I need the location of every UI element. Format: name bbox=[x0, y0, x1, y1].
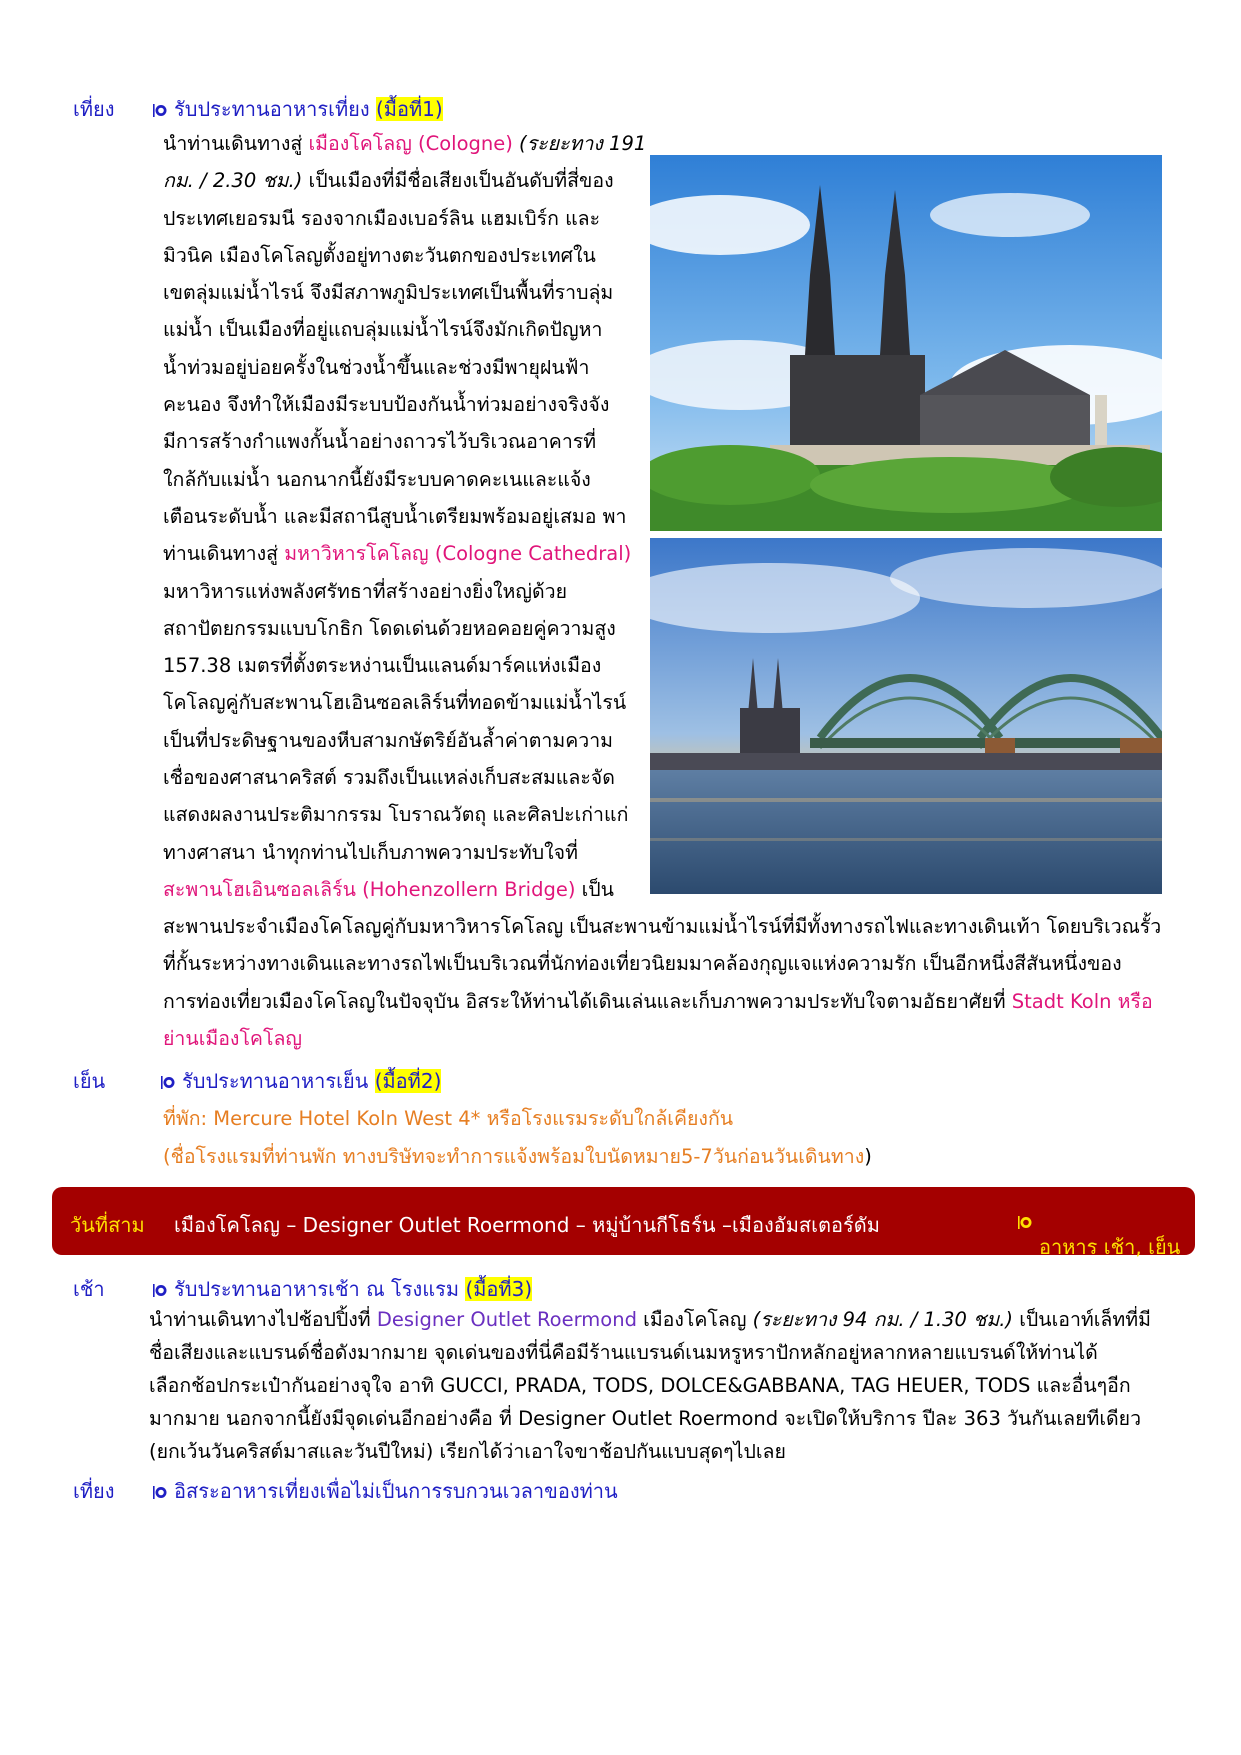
day-meals-text: อาหาร เช้า, เย็น bbox=[1039, 1235, 1181, 1259]
meal-number-badge: (มื้อที่2) bbox=[374, 1069, 442, 1093]
cologne-cathedral-photo bbox=[650, 155, 1162, 531]
cathedral-link[interactable]: มหาวิหารโคโลญ (Cologne Cathedral) bbox=[284, 542, 632, 566]
text-line: ที่กั้นระหว่างทางเดินและทางรถไฟเป็นบริเวณที่นักท่องเที่ยวนิยมมาคล้องกุญแจแห่งความรัก เป็นอีกหนึ่งสีสันหนึ่งของ bbox=[163, 952, 1122, 976]
breakfast-heading bbox=[152, 1273, 532, 1305]
text-line: (ยกเว้นวันคริสต์มาสและวันปีใหม่) เรียกได้ว่าเอาใจขาช้อปกันแบบสุดๆไปเลย bbox=[149, 1440, 786, 1463]
plate-cutlery-icon bbox=[160, 1074, 176, 1090]
text-line: แสดงผลงานประติมากรรม โบราณวัตถุ และศิลปะเก่าแก่ bbox=[163, 803, 629, 827]
text-line: แม่น้ำ เป็นเมืองที่อยู่แถบลุ่มแม่น้ำไรน์จึงมักเกิดปัญหา bbox=[163, 318, 603, 342]
hotel-name: ที่พัก: Mercure Hotel Koln West 4* หรือโรงแรมระดับใกล้เคียงกัน bbox=[163, 1107, 734, 1130]
meal-number-badge: (มื้อที่3) bbox=[465, 1277, 533, 1301]
meal-number-badge: (มื้อที่1) bbox=[375, 97, 443, 121]
text-line: ใกล้กับแม่น้ำ นอกนากนี้ยังมีระบบคาดคะเนและแจ้ง bbox=[163, 467, 591, 491]
plate-cutlery-icon bbox=[152, 1484, 168, 1500]
text-line: โคโลญคู่กับสะพานโฮเอินซอลเลิร์นที่ทอดข้ามแม่น้ำไรน์ bbox=[163, 691, 627, 715]
hotel-note-text: (ชื่อโรงแรมที่ท่านพัก ทางบริษัทจะทำการแจ้งพร้อมใบนัดหมาย5-7วันก่อนวันเดินทาง bbox=[163, 1145, 865, 1168]
stadt-koln-link[interactable]: Stadt Koln หรือ bbox=[1011, 989, 1153, 1013]
text-line: เตือนระดับน้ำ และมีสถานีสูบน้ำเตรียมพร้อมอยู่เสมอ พา bbox=[163, 504, 627, 528]
free-lunch-text: อิสระอาหารเที่ยงเพื่อไม่เป็นการรบกวนเวลาของท่าน bbox=[174, 1479, 618, 1503]
distance: (ระยะทาง 94 กม. / 1.30 ชม.) bbox=[752, 1308, 1013, 1331]
day-meals bbox=[1017, 1209, 1181, 1259]
text: เป็นเอาท์เล็ทที่มี bbox=[1013, 1308, 1151, 1331]
text-line: สะพานประจำเมืองโคโลญคู่กับมหาวิหารโคโลญ เป็นสะพานข้ามแม่น้ำไรน์ที่มีทั้งทางรถไฟและทางเดินเท้า โดยบริเวณรั้ว bbox=[163, 915, 1162, 938]
dinner-text: รับประทานอาหารเย็น bbox=[182, 1069, 375, 1093]
day-route: เมืองโคโลญ – Designer Outlet Roermond – หมู่บ้านกีโธร์น –เมืองอัมสเตอร์ดัม bbox=[174, 1213, 880, 1237]
text: เมืองโคโลญ bbox=[636, 1308, 753, 1331]
text-line: น้ำท่วมอยู่บ่อยครั้งในช่วงน้ำขึ้นและช่วงมีพายุฝนฟ้า bbox=[163, 355, 590, 379]
meal-time-label: เช้า bbox=[73, 1277, 105, 1301]
text: เป็นเมืองที่มีชื่อเสียงเป็นอันดับที่สี่ของ bbox=[302, 169, 614, 193]
old-town-link[interactable]: ย่านเมืองโคโลญ bbox=[163, 1026, 303, 1050]
cologne-description-continued bbox=[163, 908, 1163, 1057]
text-line: คะนอง จึงทำให้เมืองมีระบบป้องกันน้ำท่วมอย่างจริงจัง bbox=[163, 393, 610, 417]
breakfast-text: รับประทานอาหารเช้า ณ โรงแรม bbox=[174, 1277, 466, 1301]
text-line: มิวนิค เมืองโคโลญตั้งอยู่ทางตะวันตกของประเทศใน bbox=[163, 243, 596, 267]
hotel-note bbox=[163, 1141, 872, 1172]
text-line: ประเทศเยอรมนี รองจากเมืองเบอร์ลิน แฮมเบิร์ก และ bbox=[163, 206, 601, 230]
bridge-illustration bbox=[650, 538, 1162, 894]
plate-cutlery-icon bbox=[152, 1282, 168, 1298]
outlet-link[interactable]: Designer Outlet Roermond bbox=[376, 1308, 637, 1331]
text-line: เลือกช้อปกระเป๋ากันอย่างจุใจ อาทิ GUCCI, PRADA, TODS, DOLCE&GABBANA, TAG HEUER, TODS และอื่นๆอีก bbox=[149, 1374, 1131, 1397]
text-line: เป็นที่ประดิษฐานของหีบสามกษัตริย์อันล้ำค่าตามความ bbox=[163, 728, 614, 752]
distance: (ระยะทาง 191 bbox=[512, 132, 647, 155]
text: นำท่านเดินทางไปช้อปปิ้งที่ bbox=[149, 1308, 377, 1331]
hohenzollern-bridge-photo bbox=[650, 538, 1162, 894]
plate-cutlery-icon bbox=[152, 102, 168, 118]
text: นำท่านเดินทางสู่ bbox=[163, 132, 309, 155]
cologne-description bbox=[163, 125, 647, 908]
text-line: เชื่อของศาสนาคริสต์ รวมถึงเป็นแหล่งเก็บสะสมและจัด bbox=[163, 766, 615, 790]
meal-time-label: เที่ยง bbox=[73, 97, 115, 121]
distance: กม. / 2.30 ชม.) bbox=[163, 169, 303, 193]
dinner-heading bbox=[160, 1065, 441, 1097]
cologne-link[interactable]: เมืองโคโลญ (Cologne) bbox=[308, 132, 513, 155]
text: ท่านเดินทางสู่ bbox=[163, 542, 285, 566]
day-label: วันที่สาม bbox=[70, 1213, 145, 1237]
lunch-text: รับประทานอาหารเที่ยง bbox=[174, 97, 376, 121]
plate-cutlery-icon bbox=[1017, 1214, 1033, 1230]
text-line: เขตลุ่มแม่น้ำไรน์ จึงมีสภาพภูมิประเทศเป็นพื้นที่ราบลุ่ม bbox=[163, 281, 614, 305]
cathedral-illustration bbox=[650, 155, 1162, 531]
text-line: มหาวิหารแห่งพลังศรัทธาที่สร้างอย่างยิ่งใหญ่ด้วย bbox=[163, 579, 567, 603]
text-line: มีการสร้างกำแพงกั้นน้ำอย่างถาวรไว้บริเวณอาคารที่ bbox=[163, 430, 597, 454]
meal-time-label: เย็น bbox=[73, 1069, 106, 1093]
text: เป็น bbox=[575, 877, 615, 901]
meal-time-label: เที่ยง bbox=[73, 1479, 115, 1503]
bridge-link[interactable]: สะพานโฮเอินซอลเลิร์น (Hohenzollern Bridge) bbox=[163, 877, 576, 901]
text: การท่องเที่ยวเมืองโคโลญในปัจจุบัน อิสระให้ท่านได้เดินเล่นและเก็บภาพความประทับใจตามอัธยาศัยที่ bbox=[163, 989, 1012, 1013]
hotel-note-end: ) bbox=[864, 1145, 872, 1168]
text-line: ทางศาสนา นำทุกท่านไปเก็บภาพความประทับใจที่ bbox=[163, 840, 578, 864]
text-line: มากมาย นอกจากนี้ยังมีจุดเด่นอีกอย่างคือ ที่ Designer Outlet Roermond จะเปิดให้บริการ ปีละ 363 วันกันเลยทีเดียว bbox=[149, 1407, 1142, 1430]
free-lunch-heading bbox=[152, 1475, 618, 1507]
text-line: 157.38 เมตรที่ตั้งตระหง่านเป็นแลนด์มาร์คแห่งเมือง bbox=[163, 654, 602, 678]
day-banner bbox=[52, 1187, 1195, 1259]
outlet-description bbox=[149, 1303, 1169, 1468]
text-line: สถาปัตยกรรมแบบโกธิก โดดเด่นด้วยหอคอยคู่ความสูง bbox=[163, 616, 616, 640]
text-line: ชื่อเสียงและแบรนด์ชื่อดังมากมาย จุดเด่นของที่นี่คือมีร้านแบรนด์เนมหรูหราปักหลักอยู่หลากหลายแบรนด์ให้ท่านได้ bbox=[149, 1341, 1098, 1364]
lunch-heading bbox=[152, 93, 443, 125]
